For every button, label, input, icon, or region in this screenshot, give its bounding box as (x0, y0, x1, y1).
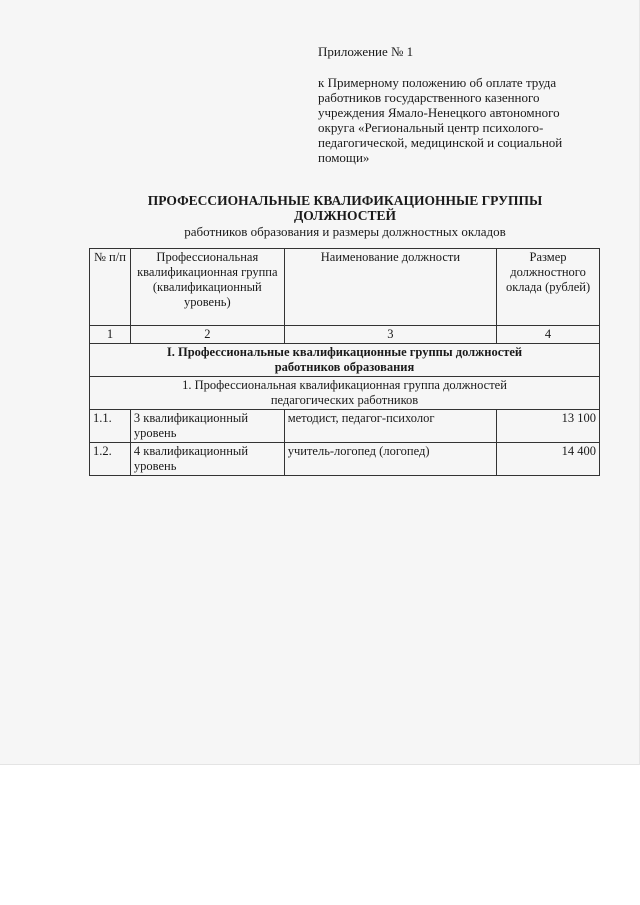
table-header-row (90, 249, 600, 326)
table-row (90, 410, 600, 443)
appendix-line: помощи» (318, 150, 370, 165)
row-position: методист, педагог-психолог (284, 410, 496, 443)
appendix-line: педагогической, медицинской и социальной (318, 135, 563, 150)
appendix-line: к Примерному положению об оплате труда (318, 75, 557, 90)
row-qualification-level: 3 квалификационный уровень (130, 410, 284, 443)
row-position: учитель-логопед (логопед) (284, 443, 496, 476)
row-number: 1.1. (90, 410, 131, 443)
heading-title-line-2: ДОЛЖНОСТЕЙ (294, 208, 396, 223)
column-number: 2 (130, 326, 284, 344)
appendix-line: округа «Региональный центр психолого- (318, 120, 544, 135)
appendix-text (318, 75, 618, 165)
section-row (90, 344, 600, 377)
header-position-name: Наименование должности (284, 249, 496, 326)
column-number: 4 (497, 326, 600, 344)
group-row (90, 377, 600, 410)
row-qualification-level: 4 квалификационный уровень (130, 443, 284, 476)
row-salary: 13 100 (497, 410, 600, 443)
header-qualification-group: Профессиональная квалификационная группа (квалификационный уровень) (130, 249, 284, 326)
table-row (90, 443, 600, 476)
salary-table (89, 248, 600, 476)
column-number: 3 (284, 326, 496, 344)
header-number: № п/п (90, 249, 131, 326)
column-number-row (90, 326, 600, 344)
row-salary: 14 400 (497, 443, 600, 476)
group-title: 1. Профессиональная квалификационная группа должностей педагогических работников (90, 377, 600, 410)
appendix-line: учреждения Ямало-Ненецкого автономного (318, 105, 560, 120)
heading-title-line-1: ПРОФЕССИОНАЛЬНЫЕ КВАЛИФИКАЦИОННЫЕ ГРУППЫ (147, 193, 543, 208)
section-title: I. Профессиональные квалификационные группы должностей работников образования (90, 344, 600, 377)
appendix-block (318, 44, 618, 165)
heading-subtitle: работников образования и размеры должностных окладов (184, 224, 506, 239)
row-number: 1.2. (90, 443, 131, 476)
appendix-title: Приложение № 1 (318, 44, 414, 59)
header-salary: Размер должностного оклада (рублей) (497, 249, 600, 326)
column-number: 1 (90, 326, 131, 344)
document-heading (90, 193, 600, 239)
appendix-line: работников государственного казенного (318, 90, 540, 105)
